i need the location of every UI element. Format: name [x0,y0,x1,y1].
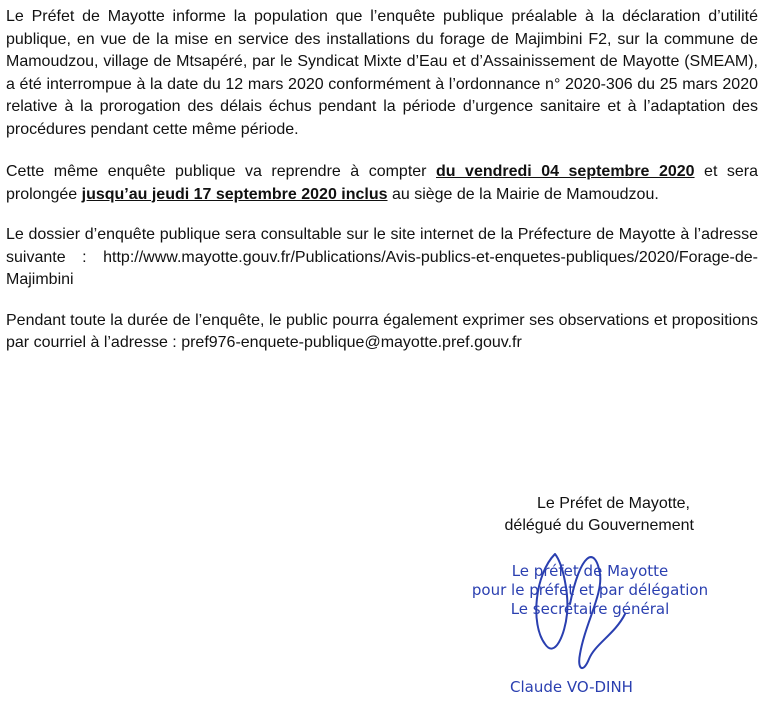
dates-text-middle: et sera prolongée [6,163,759,203]
stamp-line-2: pour le préfet et par délégation [471,581,709,599]
notice-document [6,6,758,373]
stamp-line-3: Le secrétaire général [510,600,670,618]
resume-date: du vendredi 04 septembre 2020 [436,163,695,180]
paragraph-dates [6,161,758,206]
signature-block [470,494,710,703]
end-date: jusqu’au jeudi 17 septembre 2020 inclus [81,185,388,203]
signatory-name: Claude VO-DINH [510,678,633,696]
dates-text-end: au siège de la Mairie de Mamoudzou. [387,185,659,203]
signatory-title: Le Préfet de Mayotte, [537,495,690,512]
stamp-line-1: Le préfet de Mayotte [511,562,669,580]
paragraph-dossier-url: Le dossier d’enquête publique sera consultable sur le site internet de la Préfecture de Mayotte à l’adresse suivante : http://www.mayotte.gouv.fr/Publications/Avis-publics-et-enquetes-publiques/2020/Forage-de-Majimbini [6,226,758,288]
paragraph-announcement: Le Préfet de Mayotte informe la population que l’enquête publique préalable à la déclaration d’utilité publique, en vue de la mise en service des installations du forage de Majimbini F2, sur la commune de Mamoudzou, village de Mtsapéré, par le Syndicat Mixte d’Eau et d’Assainissement de Mayotte (SMEAM), a été interrompue à la date du 12 mars 2020 conformément à l’ordonnance n° 2020-306 du 25 mars 2020 relative à la prorogation des délais échus pendant la période d’urgence sanitaire et à l’adaptation des procédures pendant cette même période. [6,8,758,138]
paragraph-email: Pendant toute la durée de l’enquête, le public pourra également exprimer ses observations et propositions par courriel à l’adresse : pref976-enquete-publique@mayotte.pref.gouv.fr [6,311,758,351]
handwritten-signature [525,534,635,684]
signatory-role: délégué du Gouvernement [504,517,694,534]
dates-text-start: Cette même enquête publique va reprendre à compter [6,163,436,180]
